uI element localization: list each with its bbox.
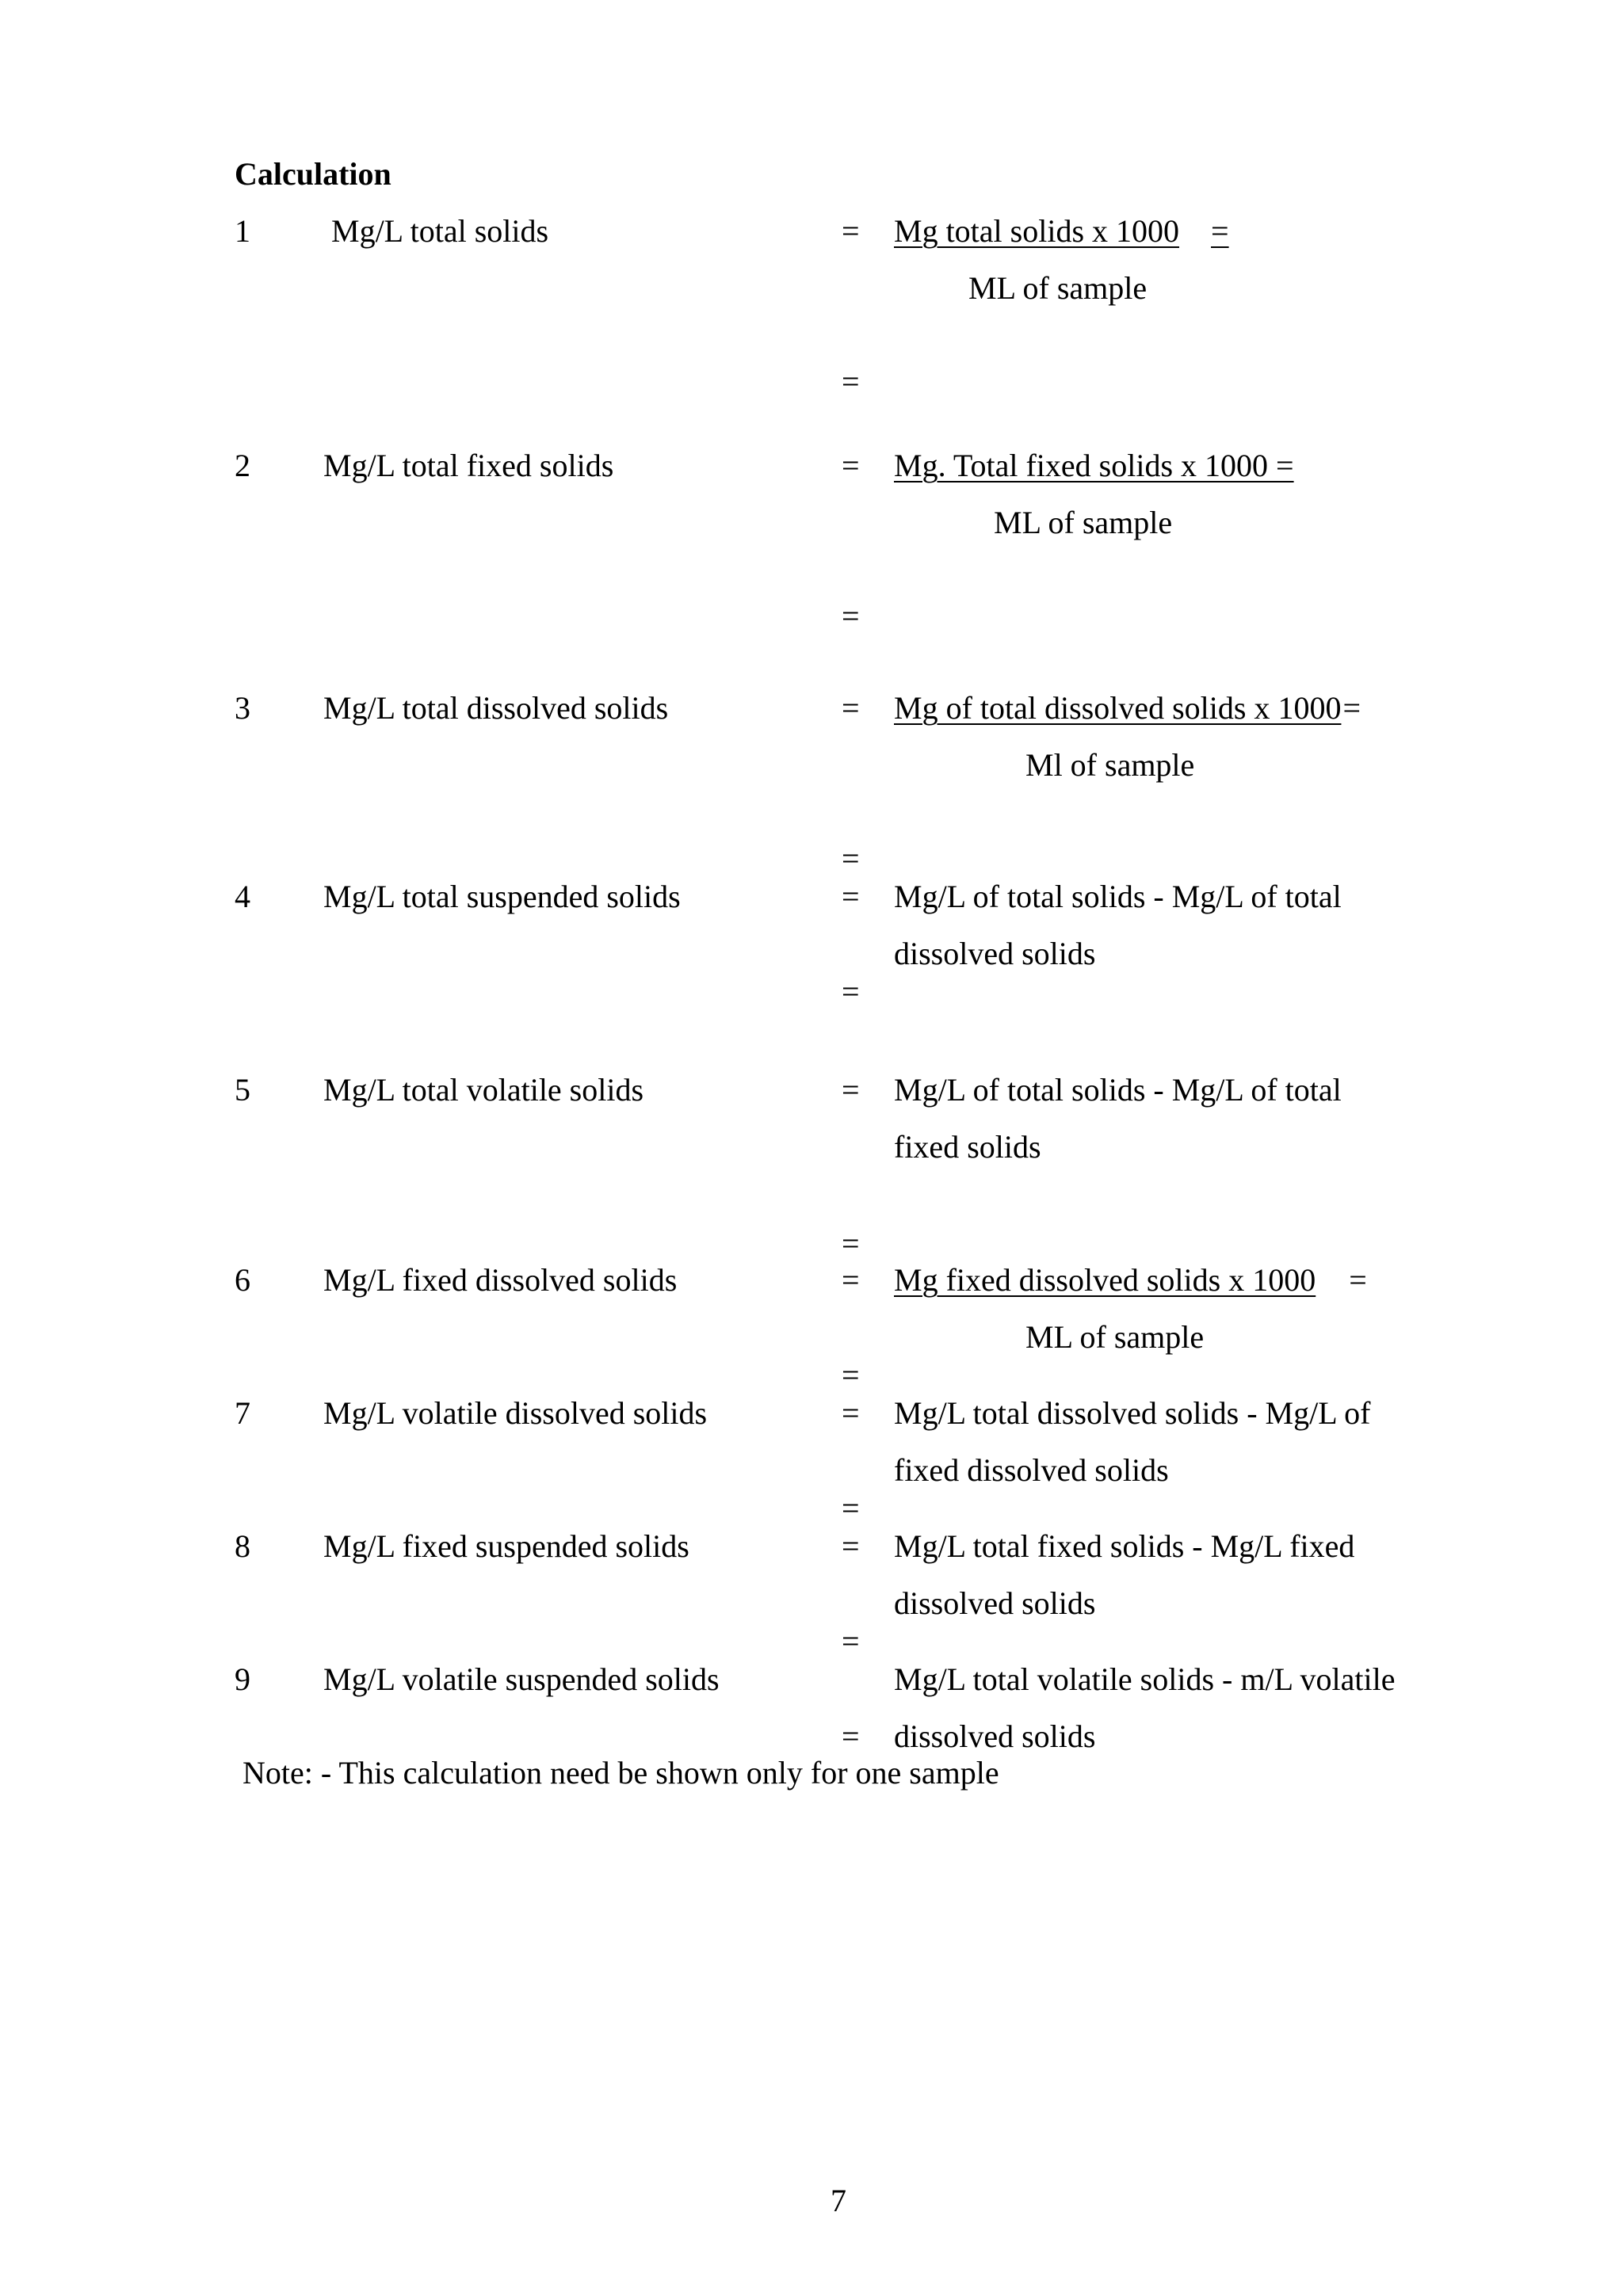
item-label: Mg/L fixed dissolved solids — [323, 1262, 678, 1298]
equals-sign: = — [842, 1395, 860, 1431]
numerator-text: Mg fixed dissolved solids x 1000 — [894, 1262, 1316, 1298]
page-number: 7 — [831, 2183, 846, 2218]
numerator-equals: = — [1349, 1262, 1367, 1298]
item-label: Mg/L total suspended solids — [323, 879, 681, 914]
result-equals-sign: = — [842, 1357, 860, 1393]
formula-denominator: Ml of sample — [1025, 747, 1195, 783]
equals-sign: = — [842, 879, 860, 914]
item-number: 7 — [235, 1395, 250, 1431]
numerator-text: Mg total solids x 1000 — [894, 213, 1180, 249]
formula-denominator: ML of sample — [994, 505, 1173, 540]
item-label: Mg/L volatile suspended solids — [323, 1661, 720, 1697]
result-equals-sign: = — [842, 364, 860, 399]
formula-expression: Mg/L of total solids - Mg/L of total — [894, 1072, 1342, 1108]
formula-numerator — [894, 689, 1361, 727]
formula-expression-continued: dissolved solids — [894, 1585, 1096, 1621]
result-equals-sign: = — [842, 598, 860, 634]
item-label: Mg/L total volatile solids — [323, 1072, 644, 1108]
equals-sign: = — [842, 1262, 860, 1298]
item-number: 9 — [235, 1661, 250, 1697]
formula-numerator — [894, 1261, 1367, 1299]
item-label: Mg/L total solids — [331, 213, 549, 249]
item-number: 4 — [235, 879, 250, 914]
section-heading: Calculation — [235, 156, 391, 192]
formula-expression: Mg/L of total solids - Mg/L of total — [894, 879, 1342, 914]
item-label: Mg/L total dissolved solids — [323, 690, 669, 726]
formula-expression: Mg/L total dissolved solids - Mg/L of — [894, 1395, 1371, 1431]
equals-sign: = — [842, 690, 860, 726]
numerator-text: Mg of total dissolved solids x 1000 — [894, 690, 1342, 726]
formula-expression-continued: fixed dissolved solids — [894, 1452, 1169, 1488]
numerator-equals: = — [1342, 690, 1361, 726]
equals-sign: = — [842, 448, 860, 483]
item-number: 3 — [235, 690, 250, 726]
result-equals-sign: = — [842, 841, 860, 876]
formula-expression-continued: dissolved solids — [894, 1718, 1096, 1754]
item-number: 6 — [235, 1262, 250, 1298]
formula-expression-continued: fixed solids — [894, 1129, 1041, 1165]
item-label: Mg/L volatile dissolved solids — [323, 1395, 708, 1431]
formula-expression: Mg/L total fixed solids - Mg/L fixed — [894, 1528, 1355, 1564]
equals-sign: = — [842, 213, 860, 249]
item-number: 2 — [235, 448, 250, 483]
formula-numerator — [894, 212, 1229, 250]
item-number: 5 — [235, 1072, 250, 1108]
result-equals-sign: = — [842, 1490, 860, 1526]
formula-denominator: ML of sample — [968, 270, 1148, 306]
footnote: Note: - This calculation need be shown only for one sample — [242, 1755, 999, 1791]
result-equals-sign: = — [842, 1226, 860, 1261]
formula-numerator: Mg. Total fixed solids x 1000 = — [894, 448, 1294, 483]
result-equals-sign: = — [842, 1623, 860, 1659]
numerator-equals: = — [1211, 213, 1229, 249]
formula-denominator: ML of sample — [1025, 1319, 1205, 1355]
item-label: Mg/L total fixed solids — [323, 448, 614, 483]
equals-sign: = — [842, 1528, 860, 1564]
result-equals-sign: = — [842, 1718, 860, 1754]
formula-expression-continued: dissolved solids — [894, 936, 1096, 971]
item-label: Mg/L fixed suspended solids — [323, 1528, 689, 1564]
formula-expression: Mg/L total volatile solids - m/L volatile — [894, 1661, 1396, 1697]
item-number: 1 — [235, 213, 250, 249]
item-number: 8 — [235, 1528, 250, 1564]
equals-sign: = — [842, 1072, 860, 1108]
result-equals-sign: = — [842, 974, 860, 1009]
